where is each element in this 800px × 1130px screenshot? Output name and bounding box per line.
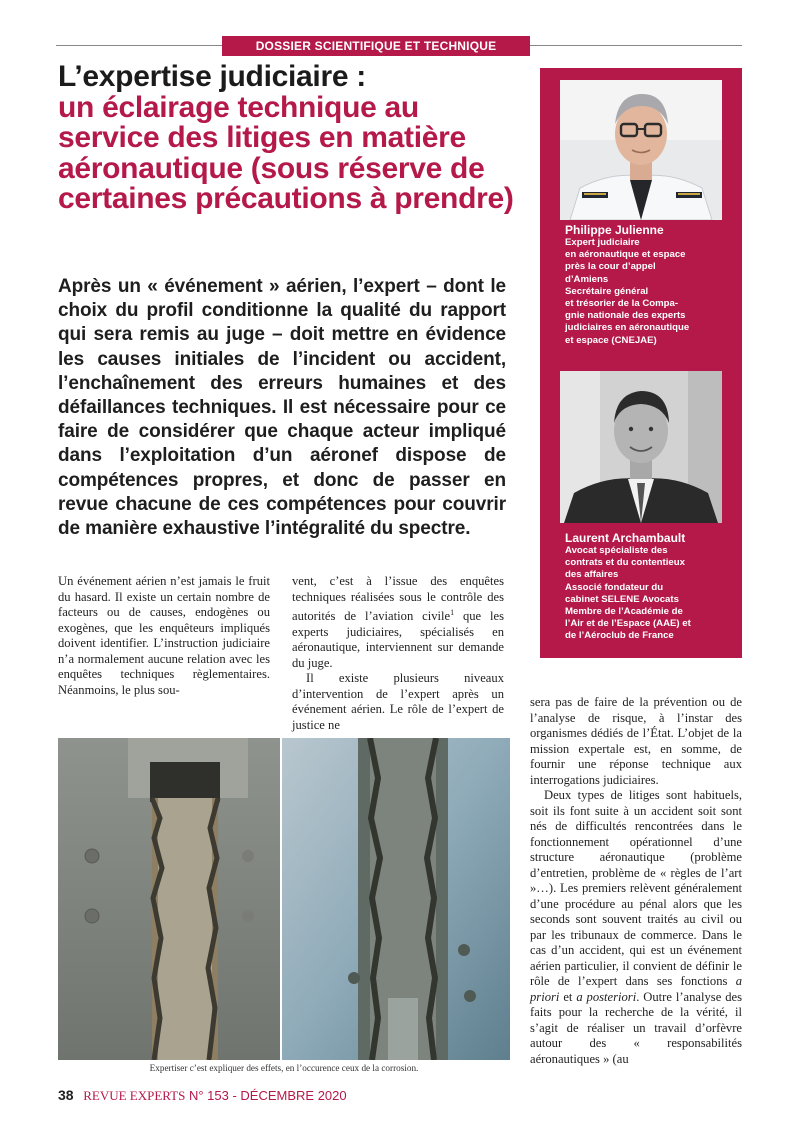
paragraph: Il existe plusieurs niveaux d’intervention de l’expert après un événement aérien. Le rôle de l’expert de justice ne	[292, 671, 504, 732]
article-lead: Après un « événement » aérien, l’expert – dont le choix du profil conditionne la qualité du rapport qui sera remis au juge – doit mettre en évidence les causes initiales de l’incident ou accident, l’enchaînement des erreurs humaines et des défaillances techniques. Il est nécessaire pour ce faire de considérer que chaque acteur impliqué dans l’exploitation d’un aéronef dispose de compétences propres, et donc de passer en revue chacune de ces compétences pour couvrir de manière exhaustive l’intégralité du spectre.	[58, 276, 506, 540]
page-footer	[58, 1087, 347, 1104]
author-photo-archambault	[560, 371, 722, 523]
body-column-2	[292, 574, 504, 733]
corrosion-photo	[58, 738, 510, 1060]
author-role-1: Expert judiciaire en aéronautique et espace près la cour d’appel d’Amiens Secrétaire général et trésorier de la Compa- gnie nationale des experts judiciaires en aéronautique et espace (CNEJAE)	[565, 237, 690, 346]
text-run: et	[559, 989, 577, 1004]
author-photo-julienne	[560, 80, 722, 220]
body-column-3	[530, 695, 742, 1067]
text-run: Deux types de litiges sont habituels, soit ils font suite à un accident soit sont nés de difficultés rencontrées dans le fonctionnement opérationnel d’une structure aéronautique (problème d’entretien, problème de « règles de l’art »…). Les premiers relèvent généralement d’une procédure au pénal alors que les seconds sont souvent traités au civil ou par les tribunaux de commerce. Dans le cas d’un accident, qui est un événement aérien particulier, il convient de définir le rôle de l’expert dans ses fonctions	[530, 788, 742, 988]
text-emphasis: a posteriori	[576, 989, 637, 1004]
paragraph	[530, 788, 742, 1067]
header-rule-left	[56, 45, 222, 46]
text-emphasis: a priori	[530, 974, 742, 1004]
page-number: 38	[58, 1087, 74, 1103]
author-name-2: Laurent Archambault	[565, 531, 686, 545]
photo-caption: Expertiser c’est expliquer des effets, en l’occurence ceux de la corrosion.	[149, 1063, 419, 1073]
text-run: . Outre l’analyse des faits pour la recherche de la vérité, il s’agit de réaliser un travail d’orfèvre autour des « responsabilités aéronautiques » (au	[530, 989, 742, 1066]
issue-info: N° 153 - DÉCEMBRE 2020	[188, 1088, 347, 1103]
paragraph: sera pas de faire de la prévention ou de l’analyse de risque, à l’instar des organismes dédiés de l’État. L’objet de la mission expertale est, en somme, de fournir une réponse technique aux interrogations judiciaires.	[530, 695, 742, 787]
author-role-2: Avocat spécialiste des contrats et du contentieux des affaires Associé fondateur du cabinet SELENE Avocats Membre de l’Académie de l’Air et de l’Espace (AAE) et de l’Aéroclub de France	[565, 545, 691, 642]
paragraph	[292, 574, 504, 671]
article-title	[58, 62, 528, 215]
rubric-banner: DOSSIER SCIENTIFIQUE ET TECHNIQUE	[222, 36, 530, 56]
paragraph: Un événement aérien n’est jamais le fruit du hasard. Il existe un certain nombre de facteurs ou de causes, endogènes ou exogènes, que les enquêteurs impliqués doivent identifier. L’instruction judiciaire n’a normalement aucune relation avec les enquêtes techniques règlementaires. Néanmoins, le plus sou-	[58, 574, 270, 697]
text-run: vent, c’est à l’issue des enquêtes techniques réalisées sous le contrôle des autorités de l’aviation civile	[292, 574, 504, 624]
text-run: que les experts judiciaires, spécialisés en aéronautique, interviennent sur demande du juge.	[292, 609, 504, 670]
title-black: L’expertise judiciaire :	[58, 60, 366, 93]
author-name-1: Philippe Julienne	[565, 223, 664, 237]
body-column-1	[58, 574, 270, 698]
magazine-name: REVUE EXPERTS	[83, 1088, 186, 1103]
header-rule-right	[530, 45, 742, 46]
title-colored: un éclairage technique au service des litiges en matière aéronautique (sous réserve de certaines précautions à prendre)	[58, 90, 514, 215]
footnote-ref: 1	[450, 608, 455, 617]
